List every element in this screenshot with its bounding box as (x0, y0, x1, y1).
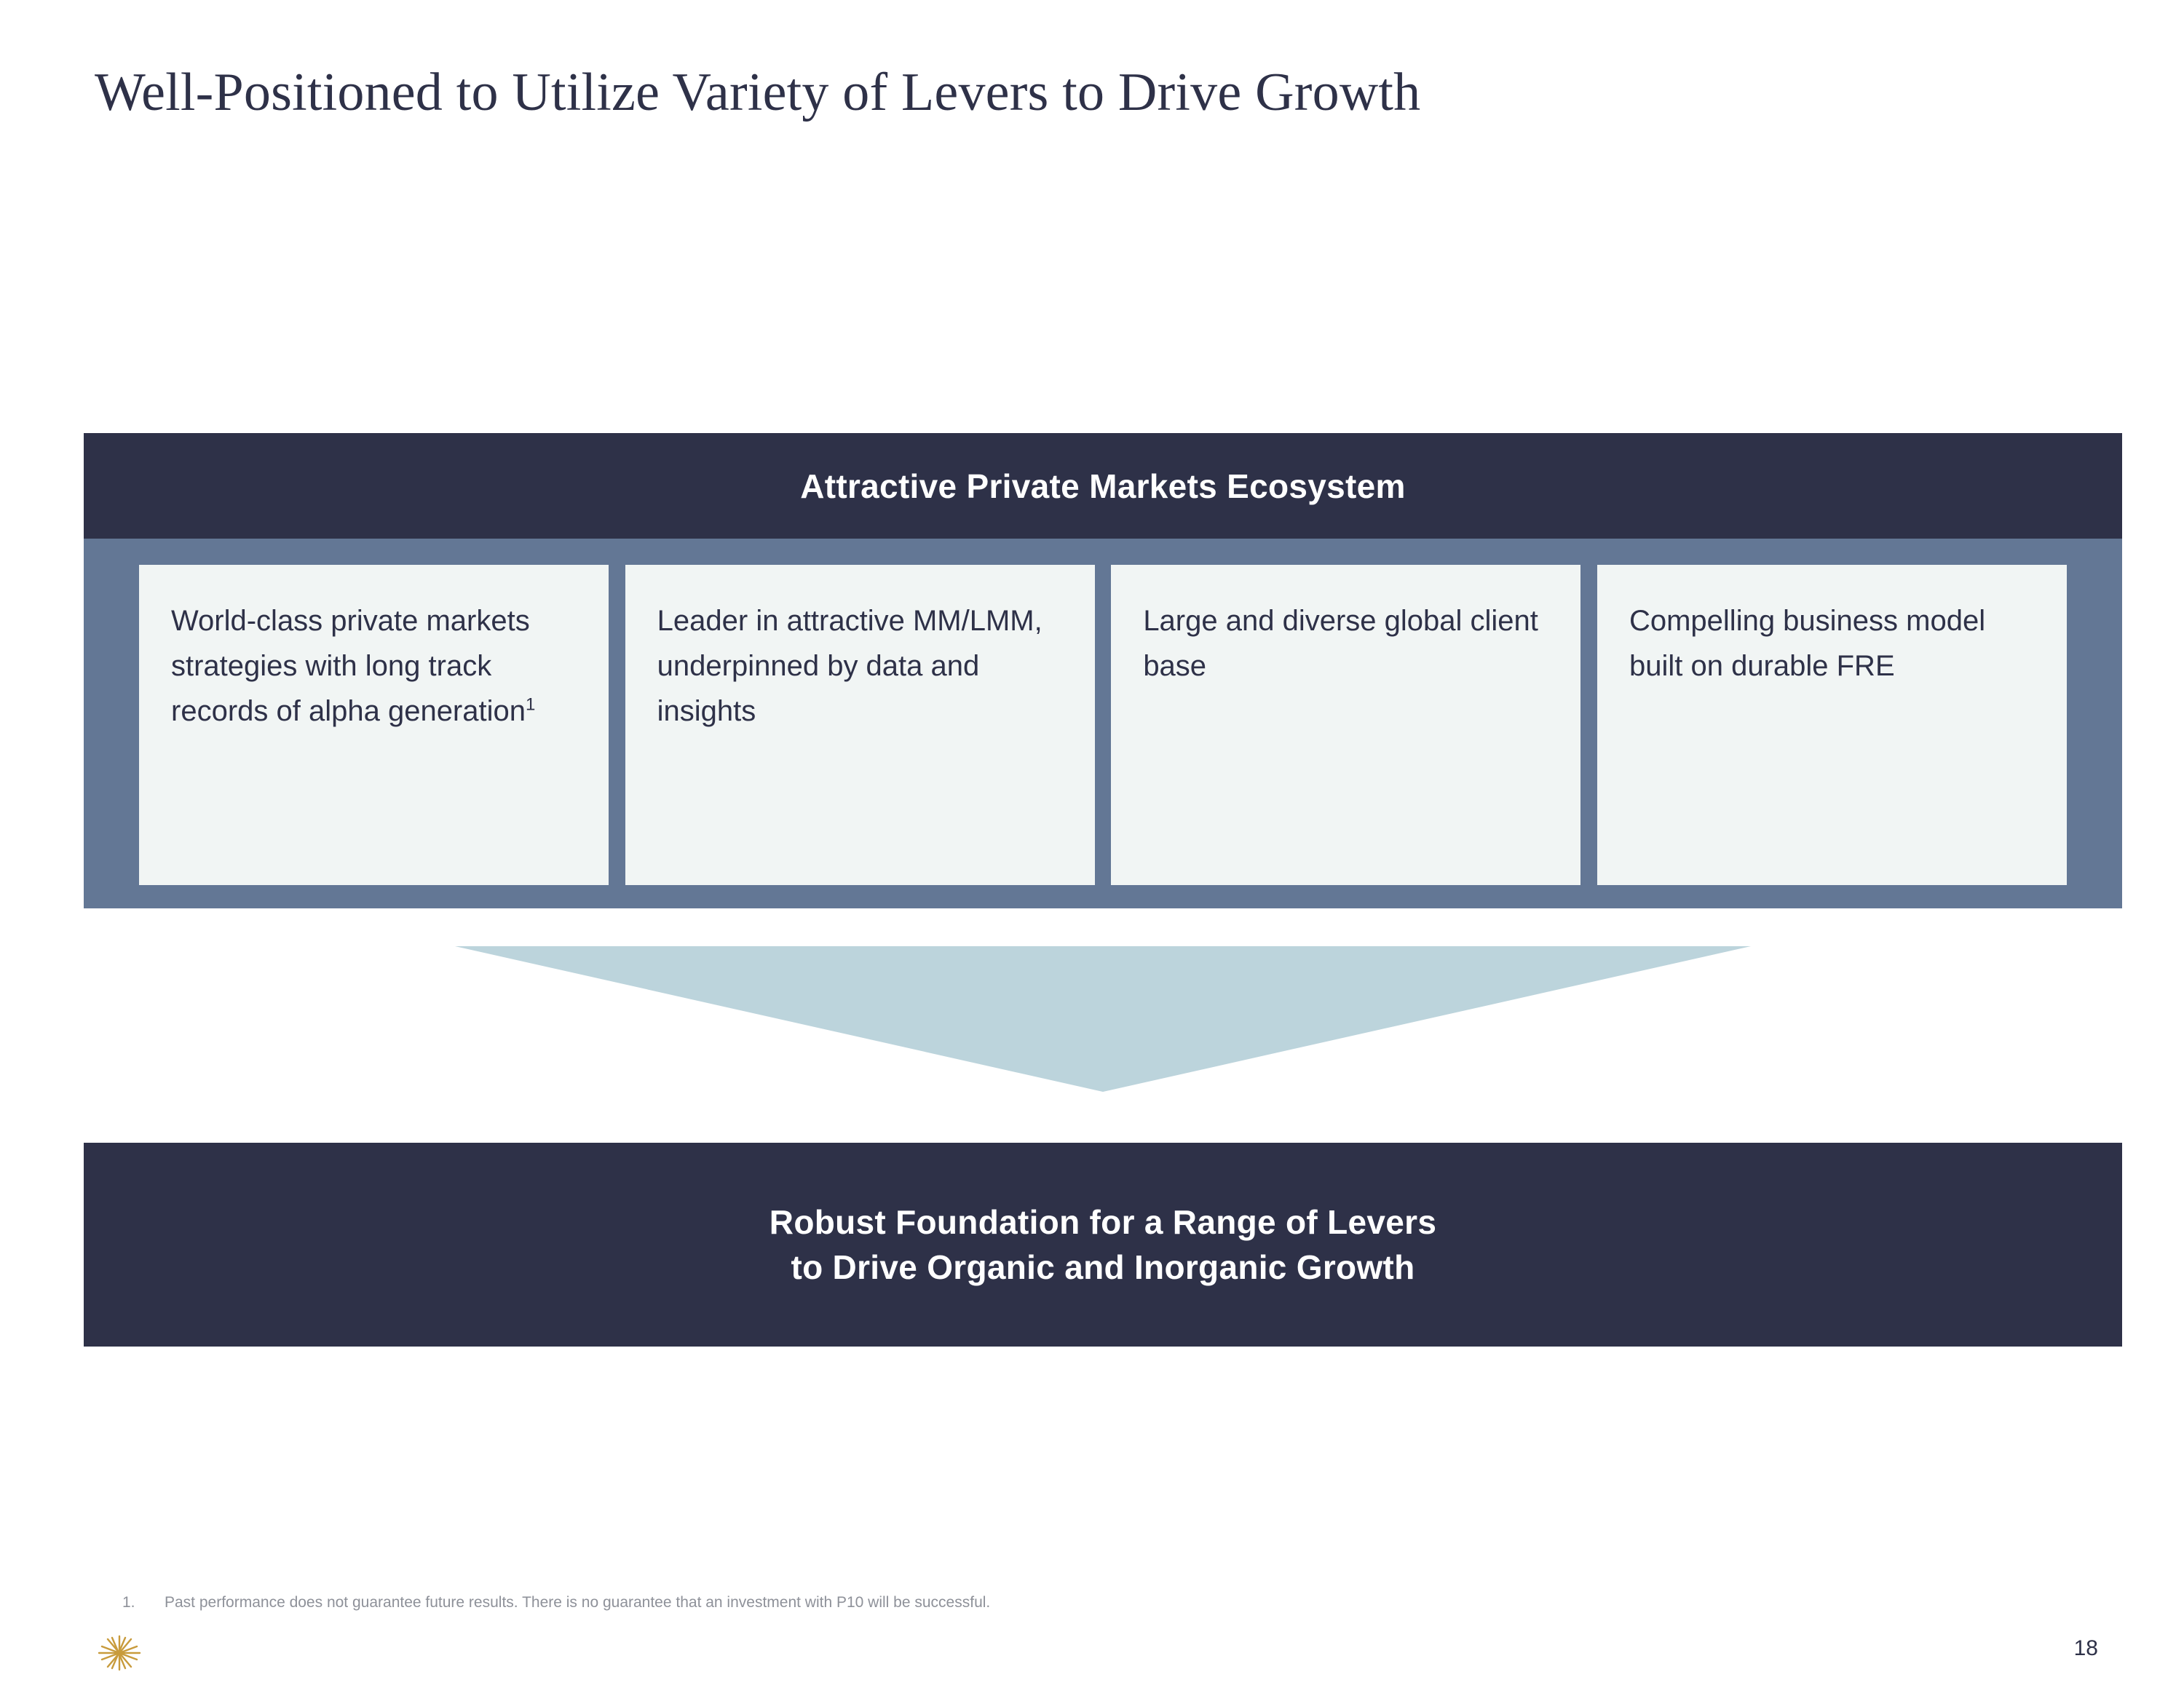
ecosystem-card-3-text (1143, 598, 1548, 689)
page-number: 18 (2073, 1636, 2098, 1660)
foundation-line-2: to Drive Organic and Inorganic Growth (791, 1248, 1415, 1286)
foundation-banner (84, 1143, 2122, 1347)
page-title: Well-Positioned to Utilize Variety of Levers to Drive Growth (95, 63, 1421, 122)
ecosystem-card-1 (139, 565, 609, 885)
ecosystem-section (84, 433, 2122, 908)
ecosystem-header (84, 433, 2122, 539)
footnote (122, 1594, 990, 1611)
down-arrow-shape (84, 946, 2122, 1103)
ecosystem-card-1-label: World-class private markets strategies with long track records of alpha generation (171, 605, 530, 727)
ecosystem-card-2-label: Leader in attractive MM/LMM, underpinned by data and insights (657, 605, 1042, 727)
ecosystem-header-label: Attractive Private Markets Ecosystem (800, 467, 1406, 505)
ecosystem-card-4-text (1629, 598, 2035, 689)
footnote-number: 1. (122, 1594, 135, 1611)
ecosystem-card-4 (1597, 565, 2067, 885)
ecosystem-card-3-label: Large and diverse global client base (1143, 605, 1538, 682)
ecosystem-card-row (84, 539, 2122, 908)
ecosystem-card-3 (1111, 565, 1580, 885)
ecosystem-card-2-text (657, 598, 1063, 734)
ecosystem-card-1-text (171, 598, 577, 734)
footnote-text: Past performance does not guarantee future results. There is no guarantee that an investment with P10 will be successful. (165, 1594, 991, 1611)
company-logo-icon (82, 1630, 158, 1676)
ecosystem-card-2 (625, 565, 1095, 885)
foundation-line-1: Robust Foundation for a Range of Levers (769, 1202, 1437, 1241)
footnote-marker-1: 1 (526, 694, 536, 715)
ecosystem-card-4-label: Compelling business model built on durable FRE (1629, 605, 1986, 682)
